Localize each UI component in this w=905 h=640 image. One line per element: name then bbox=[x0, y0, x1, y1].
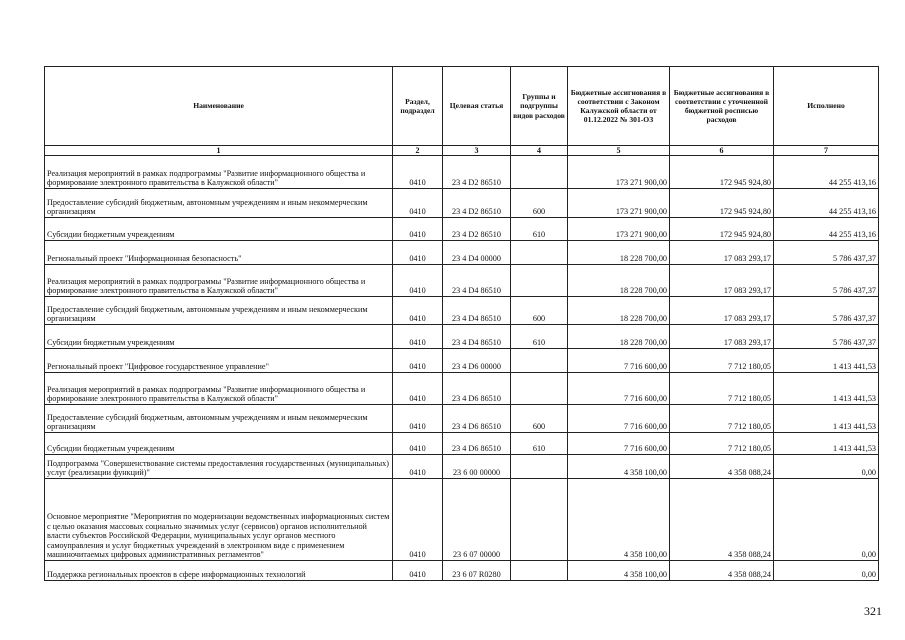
budget-table bbox=[44, 66, 879, 581]
cell-section: 0410 bbox=[393, 405, 443, 433]
column-header-executed: Исполнено bbox=[774, 67, 879, 146]
column-number: 4 bbox=[511, 146, 568, 156]
cell-refined: 7 712 180,05 bbox=[670, 405, 774, 433]
cell-group bbox=[511, 156, 568, 189]
cell-target: 23 4 D6 86510 bbox=[443, 373, 511, 405]
cell-name: Основное мероприятие "Мероприятия по модернизации ведомственных информационных систем с целью оказания массовых социально значимых услуг (сервисов) органов исполнительной власти субъектов Российской Федерации, муниципальных услуг органов местного самоуправления и услуг бюджетных учреждений в электронном виде с применением машиночитаемых цифровых административных регламентов" bbox=[45, 479, 393, 561]
cell-name: Реализация мероприятий в рамках подпрограммы "Развитие информационного общества и формирование электронного правительства в Калужской области" bbox=[45, 156, 393, 189]
column-number-row bbox=[45, 146, 879, 156]
table-body bbox=[45, 156, 879, 581]
cell-budget: 173 271 900,00 bbox=[568, 218, 670, 241]
cell-executed: 1 413 441,53 bbox=[774, 433, 879, 455]
cell-budget: 7 716 600,00 bbox=[568, 405, 670, 433]
cell-section: 0410 bbox=[393, 349, 443, 373]
cell-executed: 1 413 441,53 bbox=[774, 373, 879, 405]
cell-budget: 4 358 100,00 bbox=[568, 455, 670, 479]
cell-budget: 7 716 600,00 bbox=[568, 433, 670, 455]
table-row bbox=[45, 297, 879, 325]
cell-budget: 173 271 900,00 bbox=[568, 189, 670, 218]
cell-name: Предоставление субсидий бюджетным, автономным учреждениям и иным некоммерческим организациям bbox=[45, 405, 393, 433]
table-row bbox=[45, 218, 879, 241]
table-row bbox=[45, 265, 879, 297]
cell-refined: 7 712 180,05 bbox=[670, 349, 774, 373]
cell-executed: 1 413 441,53 bbox=[774, 405, 879, 433]
cell-executed: 0,00 bbox=[774, 561, 879, 581]
column-header-budget: Бюджетные ассигнования в соответствии с Законом Калужской области от 01.12.2022 № 301-ОЗ bbox=[568, 67, 670, 146]
cell-name: Поддержка региональных проектов в сфере информационных технологий bbox=[45, 561, 393, 581]
cell-group bbox=[511, 265, 568, 297]
cell-section: 0410 bbox=[393, 241, 443, 265]
cell-name: Предоставление субсидий бюджетным, автономным учреждениям и иным некоммерческим организациям bbox=[45, 189, 393, 218]
cell-target: 23 4 D6 86510 bbox=[443, 405, 511, 433]
table-row bbox=[45, 455, 879, 479]
cell-target: 23 4 D6 00000 bbox=[443, 349, 511, 373]
column-number: 2 bbox=[393, 146, 443, 156]
table-row bbox=[45, 405, 879, 433]
cell-executed: 1 413 441,53 bbox=[774, 349, 879, 373]
column-number: 7 bbox=[774, 146, 879, 156]
cell-name: Предоставление субсидий бюджетным, автономным учреждениям и иным некоммерческим организациям bbox=[45, 297, 393, 325]
cell-section: 0410 bbox=[393, 156, 443, 189]
table-row bbox=[45, 189, 879, 218]
cell-target: 23 6 07 00000 bbox=[443, 479, 511, 561]
cell-budget: 7 716 600,00 bbox=[568, 349, 670, 373]
cell-group: 610 bbox=[511, 325, 568, 349]
cell-budget: 173 271 900,00 bbox=[568, 156, 670, 189]
cell-budget: 18 228 700,00 bbox=[568, 265, 670, 297]
table-row bbox=[45, 561, 879, 581]
cell-group: 610 bbox=[511, 218, 568, 241]
table-row bbox=[45, 349, 879, 373]
cell-budget: 18 228 700,00 bbox=[568, 325, 670, 349]
cell-group bbox=[511, 241, 568, 265]
cell-group bbox=[511, 479, 568, 561]
cell-section: 0410 bbox=[393, 297, 443, 325]
table-row bbox=[45, 325, 879, 349]
cell-budget: 18 228 700,00 bbox=[568, 297, 670, 325]
cell-budget: 7 716 600,00 bbox=[568, 373, 670, 405]
header-row bbox=[45, 67, 879, 146]
cell-section: 0410 bbox=[393, 373, 443, 405]
cell-section: 0410 bbox=[393, 265, 443, 297]
cell-target: 23 4 D6 86510 bbox=[443, 433, 511, 455]
column-header-section: Раздел, подраздел bbox=[393, 67, 443, 146]
cell-name: Реализация мероприятий в рамках подпрограммы "Развитие информационного общества и формирование электронного правительства в Калужской области" bbox=[45, 265, 393, 297]
cell-target: 23 4 D4 86510 bbox=[443, 265, 511, 297]
cell-group: 600 bbox=[511, 405, 568, 433]
cell-section: 0410 bbox=[393, 433, 443, 455]
cell-section: 0410 bbox=[393, 479, 443, 561]
cell-group bbox=[511, 455, 568, 479]
cell-executed: 5 786 437,37 bbox=[774, 325, 879, 349]
cell-name: Региональный проект "Цифровое государственное управление" bbox=[45, 349, 393, 373]
cell-target: 23 4 D4 86510 bbox=[443, 325, 511, 349]
cell-executed: 0,00 bbox=[774, 455, 879, 479]
page-number: 321 bbox=[864, 604, 882, 618]
cell-budget: 4 358 100,00 bbox=[568, 561, 670, 581]
cell-name: Реализация мероприятий в рамках подпрограммы "Развитие информационного общества и формирование электронного правительства в Калужской области" bbox=[45, 373, 393, 405]
cell-executed: 44 255 413,16 bbox=[774, 156, 879, 189]
cell-refined: 17 083 293,17 bbox=[670, 241, 774, 265]
cell-target: 23 4 D2 86510 bbox=[443, 156, 511, 189]
cell-name: Региональный проект "Информационная безопасность" bbox=[45, 241, 393, 265]
column-header-group: Группы и подгруппы видов расходов bbox=[511, 67, 568, 146]
cell-budget: 4 358 100,00 bbox=[568, 479, 670, 561]
cell-name: Субсидии бюджетным учреждениям bbox=[45, 433, 393, 455]
cell-refined: 17 083 293,17 bbox=[670, 297, 774, 325]
cell-group bbox=[511, 349, 568, 373]
cell-executed: 5 786 437,37 bbox=[774, 265, 879, 297]
cell-group: 600 bbox=[511, 189, 568, 218]
column-number: 5 bbox=[568, 146, 670, 156]
cell-refined: 17 083 293,17 bbox=[670, 265, 774, 297]
cell-section: 0410 bbox=[393, 561, 443, 581]
cell-refined: 17 083 293,17 bbox=[670, 325, 774, 349]
cell-section: 0410 bbox=[393, 218, 443, 241]
cell-target: 23 4 D4 86510 bbox=[443, 297, 511, 325]
cell-refined: 4 358 088,24 bbox=[670, 455, 774, 479]
column-number: 6 bbox=[670, 146, 774, 156]
cell-target: 23 4 D2 86510 bbox=[443, 189, 511, 218]
column-number: 3 bbox=[443, 146, 511, 156]
table-row bbox=[45, 433, 879, 455]
cell-target: 23 6 07 R0280 bbox=[443, 561, 511, 581]
cell-section: 0410 bbox=[393, 455, 443, 479]
cell-target: 23 4 D4 00000 bbox=[443, 241, 511, 265]
cell-group: 610 bbox=[511, 433, 568, 455]
cell-executed: 0,00 bbox=[774, 479, 879, 561]
cell-refined: 7 712 180,05 bbox=[670, 373, 774, 405]
cell-refined: 7 712 180,05 bbox=[670, 433, 774, 455]
table-row bbox=[45, 241, 879, 265]
table-row bbox=[45, 373, 879, 405]
cell-group bbox=[511, 373, 568, 405]
cell-refined: 4 358 088,24 bbox=[670, 479, 774, 561]
cell-name: Субсидии бюджетным учреждениям bbox=[45, 325, 393, 349]
column-header-refined: Бюджетные ассигнования в соответствии с уточненной бюджетной росписью расходов bbox=[670, 67, 774, 146]
column-header-target: Целевая статья bbox=[443, 67, 511, 146]
cell-refined: 172 945 924,80 bbox=[670, 218, 774, 241]
cell-section: 0410 bbox=[393, 325, 443, 349]
cell-name: Подпрограмма "Совершенствование системы предоставления государственных (муниципальных) услуг (реализации функций)" bbox=[45, 455, 393, 479]
table-row bbox=[45, 156, 879, 189]
cell-section: 0410 bbox=[393, 189, 443, 218]
cell-executed: 44 255 413,16 bbox=[774, 218, 879, 241]
cell-name: Субсидии бюджетным учреждениям bbox=[45, 218, 393, 241]
cell-refined: 172 945 924,80 bbox=[670, 156, 774, 189]
cell-group bbox=[511, 561, 568, 581]
cell-group: 600 bbox=[511, 297, 568, 325]
table-row bbox=[45, 479, 879, 561]
cell-executed: 5 786 437,37 bbox=[774, 297, 879, 325]
cell-target: 23 4 D2 86510 bbox=[443, 218, 511, 241]
column-header-name: Наименование bbox=[45, 67, 393, 146]
cell-refined: 4 358 088,24 bbox=[670, 561, 774, 581]
cell-target: 23 6 00 00000 bbox=[443, 455, 511, 479]
cell-executed: 44 255 413,16 bbox=[774, 189, 879, 218]
cell-budget: 18 228 700,00 bbox=[568, 241, 670, 265]
column-number: 1 bbox=[45, 146, 393, 156]
cell-refined: 172 945 924,80 bbox=[670, 189, 774, 218]
cell-executed: 5 786 437,37 bbox=[774, 241, 879, 265]
